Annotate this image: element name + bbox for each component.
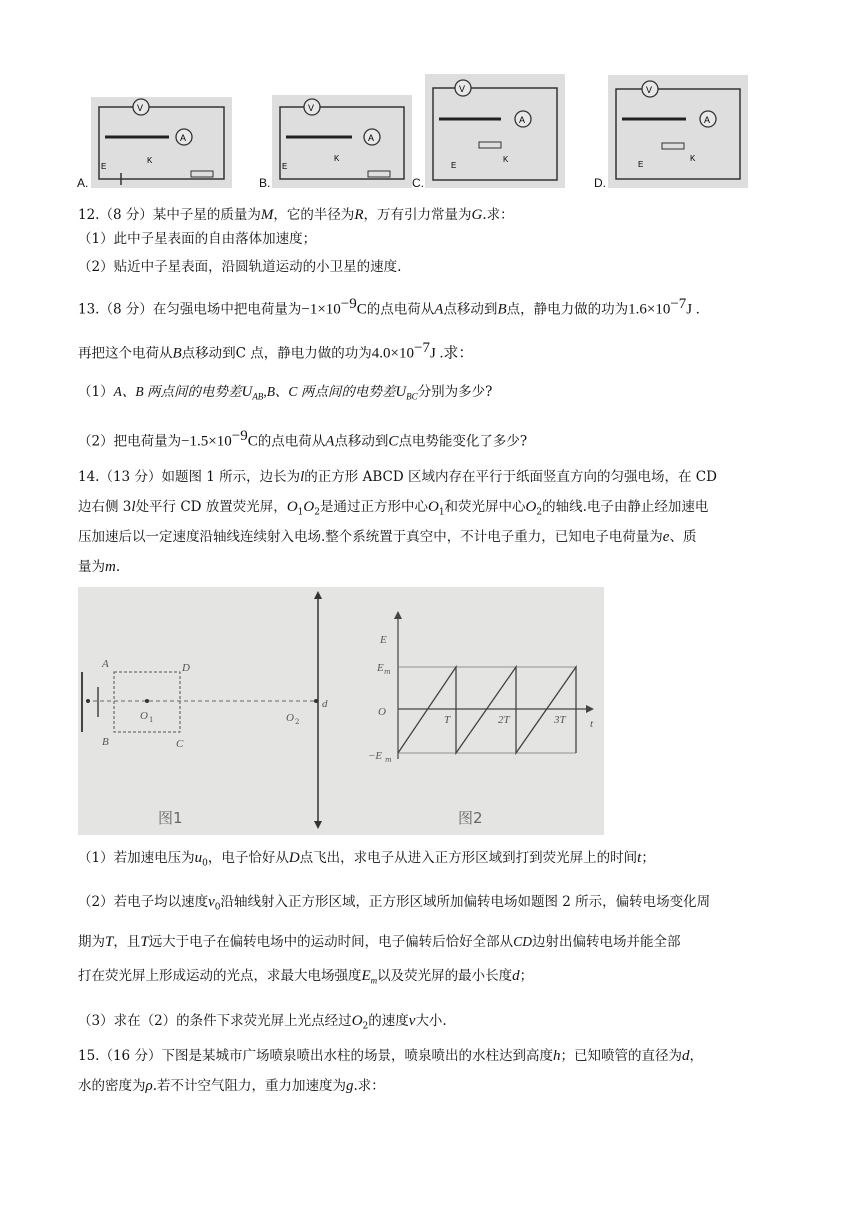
option-b-label: B. bbox=[259, 176, 271, 190]
fig2-origin: O bbox=[378, 706, 386, 718]
svg-text:m: m bbox=[384, 668, 391, 676]
svg-text:E: E bbox=[638, 160, 644, 169]
option-d-circuit-image bbox=[608, 75, 748, 188]
q14-part2-line2: 期为T，且T远大于电子在偏转电场中的运动时间，电子偏转后恰好全部从CD边射出偏转电场并能全部 bbox=[78, 934, 681, 950]
fig1-label-a: A bbox=[102, 658, 109, 670]
circuit-diagram-c bbox=[425, 74, 565, 188]
option-d-label: D. bbox=[594, 176, 606, 190]
svg-text:V: V bbox=[459, 84, 466, 94]
circuit-diagram-d bbox=[608, 75, 748, 188]
svg-text:V: V bbox=[308, 103, 315, 113]
fig2-axis-e: E bbox=[380, 634, 387, 646]
fig1-label-d: D bbox=[182, 662, 190, 674]
voltmeter-label: V bbox=[137, 103, 144, 113]
fig2-label-em: E bbox=[377, 662, 384, 674]
svg-text:2: 2 bbox=[295, 718, 300, 726]
svg-text:E: E bbox=[451, 161, 457, 170]
q14-stem-line4: 量为m. bbox=[78, 559, 121, 575]
option-a-label: A. bbox=[77, 176, 89, 190]
fig1-label-o2: O bbox=[286, 712, 294, 724]
fig2-axis-t: t bbox=[590, 718, 594, 730]
fig2-tick-3t: 3T bbox=[554, 714, 566, 726]
q12-part2: （2）贴近中子星表面，沿圆轨道运动的小卫星的速度. bbox=[78, 259, 402, 275]
fig1-label-d-length: d bbox=[322, 698, 328, 710]
ammeter-label: A bbox=[180, 133, 187, 143]
option-c-label: C. bbox=[412, 176, 424, 190]
q14-stem-line3: 压加速后以一定速度沿轴线连续射入电场.整个系统置于真空中，不计电子重力，已知电子电荷量为e、质 bbox=[78, 529, 697, 545]
svg-text:1: 1 bbox=[149, 716, 154, 724]
svg-text:A: A bbox=[519, 115, 526, 125]
fig1-label-c: C bbox=[176, 738, 184, 750]
svg-text:K: K bbox=[690, 154, 696, 163]
svg-text:A: A bbox=[368, 133, 375, 143]
q15-stem-line1: 15.（16 分）下图是某城市广场喷泉喷出水柱的场景，喷泉喷出的水柱达到高度h；已知喷管的直径为d， bbox=[78, 1048, 703, 1064]
q15-stem-line2: 水的密度为ρ.若不计空气阻力，重力加速度为g.求： bbox=[78, 1078, 385, 1094]
q14-figures bbox=[78, 587, 604, 835]
svg-text:V: V bbox=[646, 85, 653, 95]
fig2-tick-t: T bbox=[444, 714, 451, 726]
fig1-label-o1: O bbox=[140, 710, 148, 722]
svg-text:A: A bbox=[704, 115, 711, 125]
circuit-diagram-a bbox=[91, 97, 232, 188]
q14-part2-line3: 打在荧光屏上形成运动的光点，求最大电场强度$E_m$以及荧光屏的最小长度d； bbox=[78, 968, 534, 986]
battery-label: E bbox=[101, 162, 107, 171]
q14-figure-image bbox=[78, 587, 604, 835]
svg-text:K: K bbox=[503, 155, 509, 164]
q14-part3: （3）求在（2）的条件下求荧光屏上光点经过$O_2$的速度v大小. bbox=[78, 1013, 447, 1032]
q14-stem-line2: 边右侧 3l处平行 CD 放置荧光屏，$O_1O_2$是通过正方形中心$O_1$和荧光屏中心$O_2$的轴线.电子由静止经加速电 bbox=[78, 499, 709, 518]
option-c-circuit-image bbox=[425, 74, 565, 188]
fig1-caption: 图1 bbox=[158, 809, 183, 827]
svg-text:K: K bbox=[334, 154, 340, 163]
q14-stem-line1: 14.（13 分）如题图 1 所示，边长为l的正方形 ABCD 区域内存在平行于纸面竖直方向的匀强电场，在 CD bbox=[78, 469, 717, 485]
fig2-tick-2t: 2T bbox=[498, 714, 510, 726]
q13-part2: （2）把电荷量为$-1.5\times 10^{-9}C$的点电荷从A点移动到C点电势能变化了多少? bbox=[78, 428, 528, 450]
q13-stem-line1: 13.（8 分）在匀强电场中把电荷量为$-1\times 10^{-9}C$的点电荷从A点移动到B点，静电力做的功为$1.6\times 10^{-7}J$ . bbox=[78, 296, 700, 318]
q14-part2-line1: （2）若电子均以速度$v_0$沿轴线射入正方形区域，正方形区域所加偏转电场如题图 2 所示，偏转电场变化周 bbox=[78, 894, 711, 913]
option-b-circuit-image bbox=[272, 95, 412, 188]
fig1-label-b: B bbox=[102, 736, 109, 748]
q13-stem-line2: 再把这个电荷从B点移动到C 点，静电力做的功为$4.0\times 10^{-7}J$ .求： bbox=[78, 340, 474, 362]
option-a-circuit-image bbox=[91, 97, 232, 188]
q14-part1: （1）若加速电压为$u_0$，电子恰好从D点飞出，求电子从进入正方形区域到打到荧光屏上的时间t； bbox=[78, 850, 655, 869]
q13-part1: （1）A、B 两点间的电势差$U_{AB},B$、C 两点间的电势差$U_{BC}$分别为多少? bbox=[78, 384, 493, 402]
circuit-diagram-b bbox=[272, 95, 412, 188]
svg-text:E: E bbox=[282, 162, 288, 171]
fig2-caption: 图2 bbox=[458, 809, 483, 827]
q12-part1: （1）此中子星表面的自由落体加速度； bbox=[78, 231, 317, 247]
switch-label: K bbox=[147, 156, 153, 165]
svg-text:m: m bbox=[385, 756, 392, 764]
q12-stem: 12.（8 分）某中子星的质量为M，它的半径为R，万有引力常量为G.求： bbox=[78, 207, 514, 223]
fig2-label-neg-em: −E bbox=[368, 750, 383, 762]
